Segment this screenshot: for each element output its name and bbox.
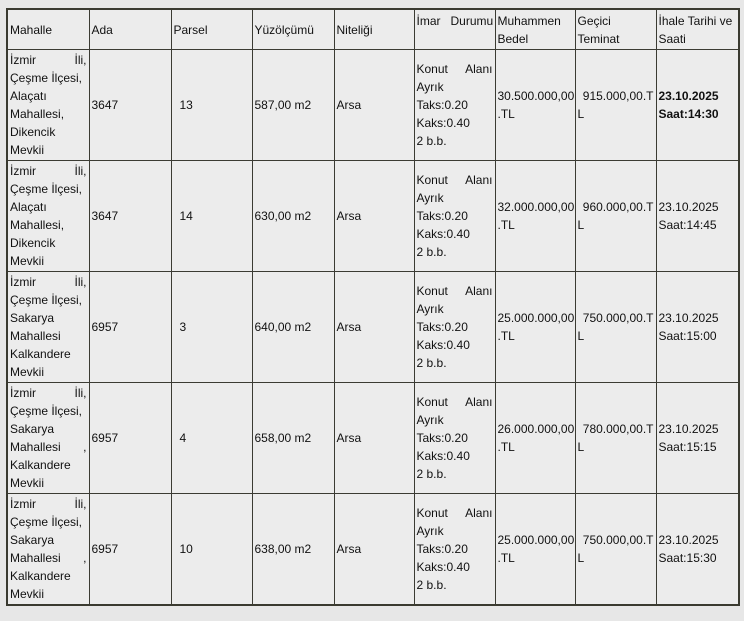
imar-line: 2 b.b. bbox=[416, 245, 447, 259]
mahalle-line: Kalkandere bbox=[10, 458, 71, 472]
imar-word: Konut bbox=[416, 506, 448, 520]
bedel-currency: .TL bbox=[497, 329, 515, 343]
mahalle-word: İzmir bbox=[10, 497, 36, 511]
header-ihale-line2: Saati bbox=[658, 32, 686, 46]
cell-ada: 6957 bbox=[89, 272, 171, 383]
bedel-currency: .TL bbox=[497, 551, 515, 565]
imar-word: Alanı bbox=[465, 506, 493, 520]
mahalle-line: Alaçatı bbox=[10, 200, 47, 214]
cell-niteligi: Arsa bbox=[334, 161, 414, 272]
header-ihale-line1: İhale Tarihi ve bbox=[658, 14, 733, 28]
mahalle-line bbox=[10, 51, 87, 69]
cell-ihale-tarihi bbox=[656, 272, 739, 383]
mahalle-line bbox=[10, 216, 87, 234]
mahalle-line bbox=[10, 549, 87, 567]
ihale-date: 23.10.2025 bbox=[658, 200, 719, 214]
ihale-date: 23.10.2025 bbox=[658, 89, 719, 103]
cell-gecici-teminat bbox=[575, 50, 656, 161]
mahalle-line: Alaçatı bbox=[10, 89, 47, 103]
mahalle-line bbox=[10, 438, 87, 456]
mahalle-word: Mahallesi bbox=[10, 329, 61, 343]
cell-parsel: 13 bbox=[171, 50, 252, 161]
cell-yuzolcumu: 630,00 m2 bbox=[252, 161, 334, 272]
teminat-currency: L bbox=[577, 107, 585, 121]
imar-line: Taks:0.20 bbox=[416, 209, 468, 223]
mahalle-line: Çeşme İlçesi, bbox=[10, 404, 83, 418]
imar-word: Konut bbox=[416, 395, 448, 409]
mahalle-word: İli, bbox=[74, 386, 87, 400]
mahalle-line bbox=[10, 327, 87, 345]
cell-muhammen-bedel bbox=[495, 494, 575, 606]
mahalle-line: Kalkandere bbox=[10, 569, 71, 583]
cell-imar-durumu bbox=[414, 272, 495, 383]
teminat-currency: L bbox=[577, 329, 585, 343]
cell-ihale-tarihi bbox=[656, 50, 739, 161]
mahalle-line: Mevkii bbox=[10, 254, 45, 268]
cell-ada: 3647 bbox=[89, 161, 171, 272]
mahalle-line: Mevkii bbox=[10, 365, 45, 379]
imar-line: Kaks:0.40 bbox=[416, 227, 470, 241]
cell-ada: 6957 bbox=[89, 494, 171, 606]
ihale-date: 23.10.2025 bbox=[658, 311, 719, 325]
teminat-amount: 750.000,00.T bbox=[582, 533, 654, 547]
cell-yuzolcumu: 587,00 m2 bbox=[252, 50, 334, 161]
teminat-amount: 780.000,00.T bbox=[582, 422, 654, 436]
imar-line: 2 b.b. bbox=[416, 134, 447, 148]
header-mahalle: Mahalle bbox=[7, 9, 89, 50]
teminat-amount: 750.000,00.T bbox=[582, 311, 654, 325]
imar-line bbox=[417, 504, 493, 522]
imar-line: Taks:0.20 bbox=[416, 320, 468, 334]
auction-table-wrapper bbox=[6, 8, 738, 604]
cell-mahalle bbox=[7, 383, 89, 494]
ihale-date: 23.10.2025 bbox=[658, 422, 719, 436]
teminat-currency: L bbox=[577, 551, 585, 565]
mahalle-word: İzmir bbox=[10, 164, 36, 178]
mahalle-line: Çeşme İlçesi, bbox=[10, 515, 83, 529]
mahalle-line: Sakarya bbox=[10, 533, 55, 547]
imar-line: Taks:0.20 bbox=[416, 98, 468, 112]
header-parsel: Parsel bbox=[171, 9, 252, 50]
mahalle-word: İzmir bbox=[10, 386, 36, 400]
cell-ihale-tarihi bbox=[656, 494, 739, 606]
header-gecici-line2: Teminat bbox=[577, 32, 620, 46]
bedel-currency: .TL bbox=[497, 440, 515, 454]
header-gecici-line1: Geçici bbox=[577, 14, 611, 28]
imar-line: Kaks:0.40 bbox=[416, 449, 470, 463]
cell-muhammen-bedel bbox=[495, 50, 575, 161]
header-muhammen-line1: Muhammen bbox=[497, 14, 561, 28]
imar-line: Taks:0.20 bbox=[416, 431, 468, 445]
mahalle-line: Mevkii bbox=[10, 143, 45, 157]
imar-word: Konut bbox=[416, 62, 448, 76]
imar-line: 2 b.b. bbox=[416, 578, 447, 592]
teminat-amount: 915.000,00.T bbox=[582, 89, 654, 103]
cell-imar-durumu bbox=[414, 50, 495, 161]
mahalle-word: Mahallesi bbox=[10, 551, 61, 565]
cell-niteligi: Arsa bbox=[334, 494, 414, 606]
cell-gecici-teminat bbox=[575, 161, 656, 272]
mahalle-line: Sakarya bbox=[10, 311, 55, 325]
mahalle-line: Dikencik bbox=[10, 236, 56, 250]
cell-yuzolcumu: 640,00 m2 bbox=[252, 272, 334, 383]
mahalle-word: Mahallesi, bbox=[10, 218, 65, 232]
mahalle-word: İzmir bbox=[10, 275, 36, 289]
header-niteligi: Niteliği bbox=[334, 9, 414, 50]
mahalle-line: Mevkii bbox=[10, 587, 45, 601]
header-muhammen-line2: Bedel bbox=[497, 32, 529, 46]
imar-line: Kaks:0.40 bbox=[416, 338, 470, 352]
cell-mahalle bbox=[7, 272, 89, 383]
mahalle-line bbox=[10, 162, 87, 180]
cell-imar-durumu bbox=[414, 161, 495, 272]
mahalle-comma: , bbox=[83, 440, 87, 454]
imar-word: Konut bbox=[416, 284, 448, 298]
cell-niteligi: Arsa bbox=[334, 50, 414, 161]
mahalle-word: İli, bbox=[74, 164, 87, 178]
header-muhammen-bedel bbox=[495, 9, 575, 50]
imar-line: Ayrık bbox=[416, 191, 444, 205]
cell-ada: 3647 bbox=[89, 50, 171, 161]
cell-niteligi: Arsa bbox=[334, 272, 414, 383]
imar-word: Alanı bbox=[465, 395, 493, 409]
teminat-amount: 960.000,00.T bbox=[582, 200, 654, 214]
mahalle-line: Kalkandere bbox=[10, 347, 71, 361]
mahalle-line: Çeşme İlçesi, bbox=[10, 293, 83, 307]
header-ada: Ada bbox=[89, 9, 171, 50]
imar-line bbox=[417, 393, 493, 411]
table-body bbox=[7, 50, 739, 606]
auction-table bbox=[6, 8, 740, 606]
mahalle-line bbox=[10, 384, 87, 402]
bedel-currency: .TL bbox=[497, 218, 515, 232]
imar-line: Kaks:0.40 bbox=[416, 560, 470, 574]
ihale-time: Saat:14:30 bbox=[658, 107, 719, 121]
table-row bbox=[7, 494, 739, 606]
mahalle-line bbox=[10, 273, 87, 291]
imar-word: Alanı bbox=[465, 173, 493, 187]
imar-line: 2 b.b. bbox=[416, 356, 447, 370]
mahalle-word: İli, bbox=[74, 53, 87, 67]
cell-muhammen-bedel bbox=[495, 161, 575, 272]
ihale-time: Saat:15:15 bbox=[658, 440, 717, 454]
bedel-amount: 30.500.000,00 bbox=[497, 89, 575, 103]
mahalle-word: İzmir bbox=[10, 53, 36, 67]
table-row bbox=[7, 50, 739, 161]
cell-parsel: 4 bbox=[171, 383, 252, 494]
imar-line: 2 b.b. bbox=[416, 467, 447, 481]
cell-ihale-tarihi bbox=[656, 383, 739, 494]
header-imar-durumu bbox=[414, 9, 495, 50]
mahalle-line: Mevkii bbox=[10, 476, 45, 490]
cell-yuzolcumu: 638,00 m2 bbox=[252, 494, 334, 606]
header-gecici-teminat bbox=[575, 9, 656, 50]
mahalle-word: Mahallesi, bbox=[10, 107, 65, 121]
imar-line: Ayrık bbox=[416, 302, 444, 316]
imar-word: Alanı bbox=[465, 284, 493, 298]
header-imar-text: İmar Durumu bbox=[416, 14, 494, 28]
header-row bbox=[7, 9, 739, 50]
imar-line: Ayrık bbox=[416, 524, 444, 538]
cell-ihale-tarihi bbox=[656, 161, 739, 272]
cell-mahalle bbox=[7, 161, 89, 272]
cell-gecici-teminat bbox=[575, 383, 656, 494]
mahalle-line bbox=[10, 495, 87, 513]
ihale-time: Saat:14:45 bbox=[658, 218, 717, 232]
ihale-time: Saat:15:00 bbox=[658, 329, 717, 343]
imar-line: Ayrık bbox=[416, 80, 444, 94]
mahalle-comma: , bbox=[83, 551, 87, 565]
cell-gecici-teminat bbox=[575, 272, 656, 383]
imar-line bbox=[417, 60, 493, 78]
teminat-currency: L bbox=[577, 218, 585, 232]
cell-parsel: 14 bbox=[171, 161, 252, 272]
mahalle-line: Çeşme İlçesi, bbox=[10, 182, 83, 196]
cell-ada: 6957 bbox=[89, 383, 171, 494]
ihale-time: Saat:15:30 bbox=[658, 551, 717, 565]
cell-imar-durumu bbox=[414, 383, 495, 494]
teminat-currency: L bbox=[577, 440, 585, 454]
mahalle-line bbox=[10, 105, 87, 123]
table-row bbox=[7, 383, 739, 494]
bedel-amount: 26.000.000,00 bbox=[497, 422, 575, 436]
ihale-date: 23.10.2025 bbox=[658, 533, 719, 547]
imar-line: Taks:0.20 bbox=[416, 542, 468, 556]
mahalle-word: Mahallesi bbox=[10, 440, 61, 454]
bedel-amount: 25.000.000,00 bbox=[497, 311, 575, 325]
cell-niteligi: Arsa bbox=[334, 383, 414, 494]
cell-gecici-teminat bbox=[575, 494, 656, 606]
imar-line: Kaks:0.40 bbox=[416, 116, 470, 130]
cell-imar-durumu bbox=[414, 494, 495, 606]
table-row bbox=[7, 161, 739, 272]
bedel-currency: .TL bbox=[497, 107, 515, 121]
header-ihale-tarihi bbox=[656, 9, 739, 50]
mahalle-line: Dikencik bbox=[10, 125, 56, 139]
imar-line bbox=[417, 171, 493, 189]
imar-word: Alanı bbox=[465, 62, 493, 76]
imar-line: Ayrık bbox=[416, 413, 444, 427]
bedel-amount: 32.000.000,00 bbox=[497, 200, 575, 214]
mahalle-word: İli, bbox=[74, 275, 87, 289]
table-row bbox=[7, 272, 739, 383]
mahalle-line: Çeşme İlçesi, bbox=[10, 71, 83, 85]
imar-line bbox=[417, 282, 493, 300]
imar-word: Konut bbox=[416, 173, 448, 187]
cell-yuzolcumu: 658,00 m2 bbox=[252, 383, 334, 494]
cell-muhammen-bedel bbox=[495, 383, 575, 494]
cell-parsel: 3 bbox=[171, 272, 252, 383]
cell-parsel: 10 bbox=[171, 494, 252, 606]
cell-mahalle bbox=[7, 50, 89, 161]
header-yuzolcumu: Yüzölçümü bbox=[252, 9, 334, 50]
cell-mahalle bbox=[7, 494, 89, 606]
bedel-amount: 25.000.000,00 bbox=[497, 533, 575, 547]
mahalle-word: İli, bbox=[74, 497, 87, 511]
mahalle-line: Sakarya bbox=[10, 422, 55, 436]
cell-muhammen-bedel bbox=[495, 272, 575, 383]
